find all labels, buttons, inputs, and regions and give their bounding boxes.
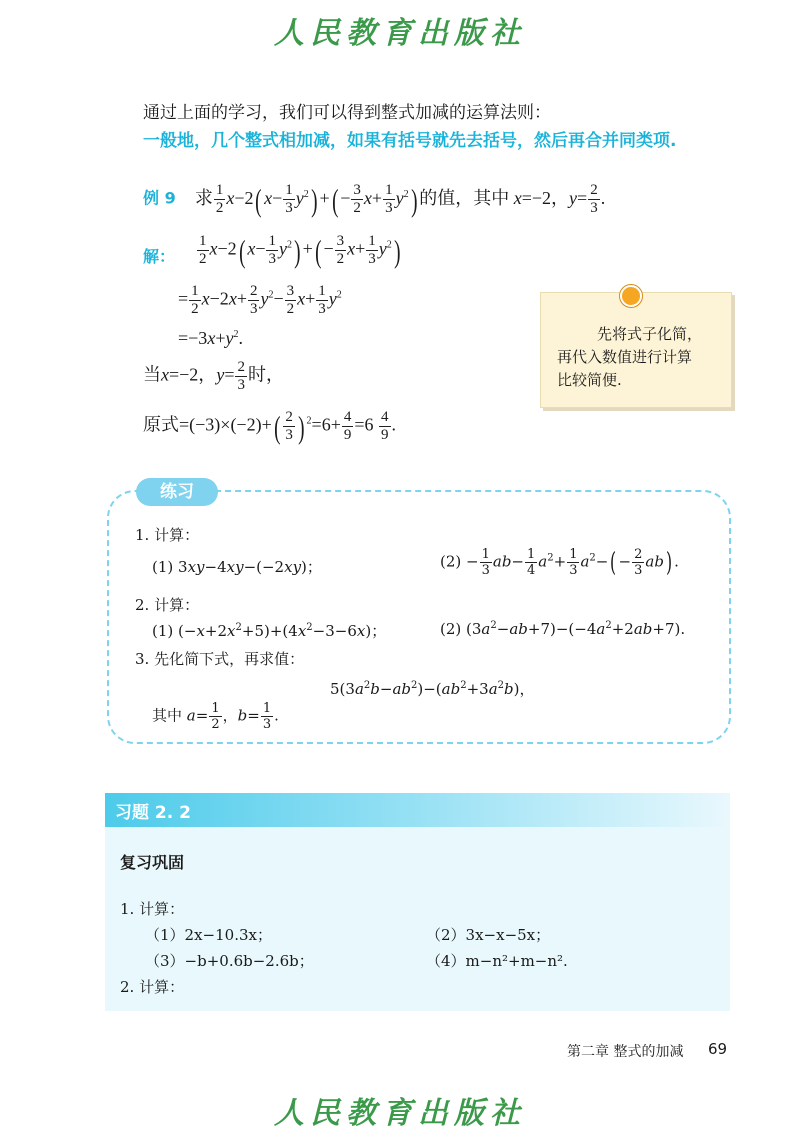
solution-step-1: $\frac{1}{2}$ x−2( x− $\frac{1}{3}$ $y^2$) +( − $\frac{3}{2}$ x+ $\frac{1}{3}$ $y^2$) [199, 232, 401, 269]
tip-line-3: 比较简便. [557, 371, 622, 389]
solution-label: 解： [143, 247, 176, 266]
tip-note [540, 292, 732, 408]
publisher-watermark-bottom: 人民教育出版社 [274, 1096, 526, 1131]
intro-text: 通过上面的学习，我们可以得到整式加减的运算法则： [143, 103, 551, 123]
tip-line-2: 再代入数值进行计算 [557, 348, 693, 366]
tip-line-1: 先将式子化简， [597, 325, 703, 343]
exercise-header [105, 793, 730, 827]
exercise-q1-1: （1）2x−10.3x； [145, 926, 272, 944]
footer-chapter: 第二章 整式的加减 [567, 1044, 684, 1060]
practice-q2: 2. 计算： [135, 596, 200, 614]
practice-q3-values: 其中 a= $\frac{1}{2}$ ，b= $\frac{1}{3}$ . [152, 701, 279, 732]
practice-q2-1: (1) $(-x+2x^2+5)+(4x^2-3-6x)$； [152, 622, 387, 640]
practice-q3-expression: $5(3a^2b-ab^2)-(ab^2+3a^2b)$， [330, 680, 535, 698]
practice-q1-2: (2) − $\frac{1}{3}$ ab− $\frac{1}{4}$ $a^2+$ $\frac{1}{3}$ $a^2-$( − $\frac{2}{3}$ ab) . [440, 547, 679, 578]
substitution-line: 当x=−2，y= $\frac{2}{3}$ 时， [143, 359, 284, 393]
practice-title: 练习 [136, 478, 218, 506]
when-label: 当 [143, 364, 161, 385]
pin-icon [620, 285, 642, 307]
solution-step-2: = $\frac{1}{2}$ x−2x+ $\frac{2}{3}$ $y^2-$ $\frac{3}{2}$ x+ $\frac{1}{3}$ $y^2$ [178, 283, 342, 317]
page-number: 69 [708, 1040, 728, 1058]
example-9: 例 9 求 $\frac{1}{2}$ x−2( x− $\frac{1}{3}$ $y^2$) +( − $\frac{3}{2}$ x+ $\frac{1}{3}$ $y^2$) 的值，其中 x=−2，y= $\frac{2}{3}$ . [143, 181, 606, 218]
rule-text: 一般地，几个整式相加减，如果有括号就先去括号，然后再合并同类项. [143, 131, 677, 151]
exercise-q1-2: （2）3x−x−5x； [426, 926, 551, 944]
result-label: 原式 [143, 414, 179, 435]
exercise-q1-4: （4）m−n²+m−n². [426, 952, 568, 970]
practice-q3: 3. 先化简下式，再求值： [135, 650, 305, 668]
exercise-q1-3: （3）−b+0.6b−2.6b； [145, 952, 314, 970]
exercise-body [105, 827, 730, 1011]
exercise-section-title: 复习巩固 [120, 853, 185, 872]
practice-q2-2: (2) $(3a^2-ab+7)-(-4a^2+2ab+7)$. [440, 620, 686, 638]
exercise-q2: 2. 计算： [120, 978, 185, 996]
example-label: 例 9 [143, 188, 176, 208]
exercise-q1: 1. 计算： [120, 900, 185, 918]
publisher-watermark-top: 人民教育出版社 [274, 16, 526, 51]
practice-q1-1: (1) 3xy−4xy−(−2xy)； [152, 558, 322, 576]
result-line: 原式=(−3)×(−2)+( $\frac{2}{3}$ ) $^2$=6+ $\frac{4}{9}$ =6 $\frac{4}{9}$ . [143, 408, 397, 445]
where-label: 其中 [152, 706, 183, 725]
practice-q1: 1. 计算： [135, 526, 200, 544]
exercise-title: 习题 2. 2 [115, 803, 191, 823]
solution-step-3: $=-3x+y^2$. [178, 328, 243, 348]
